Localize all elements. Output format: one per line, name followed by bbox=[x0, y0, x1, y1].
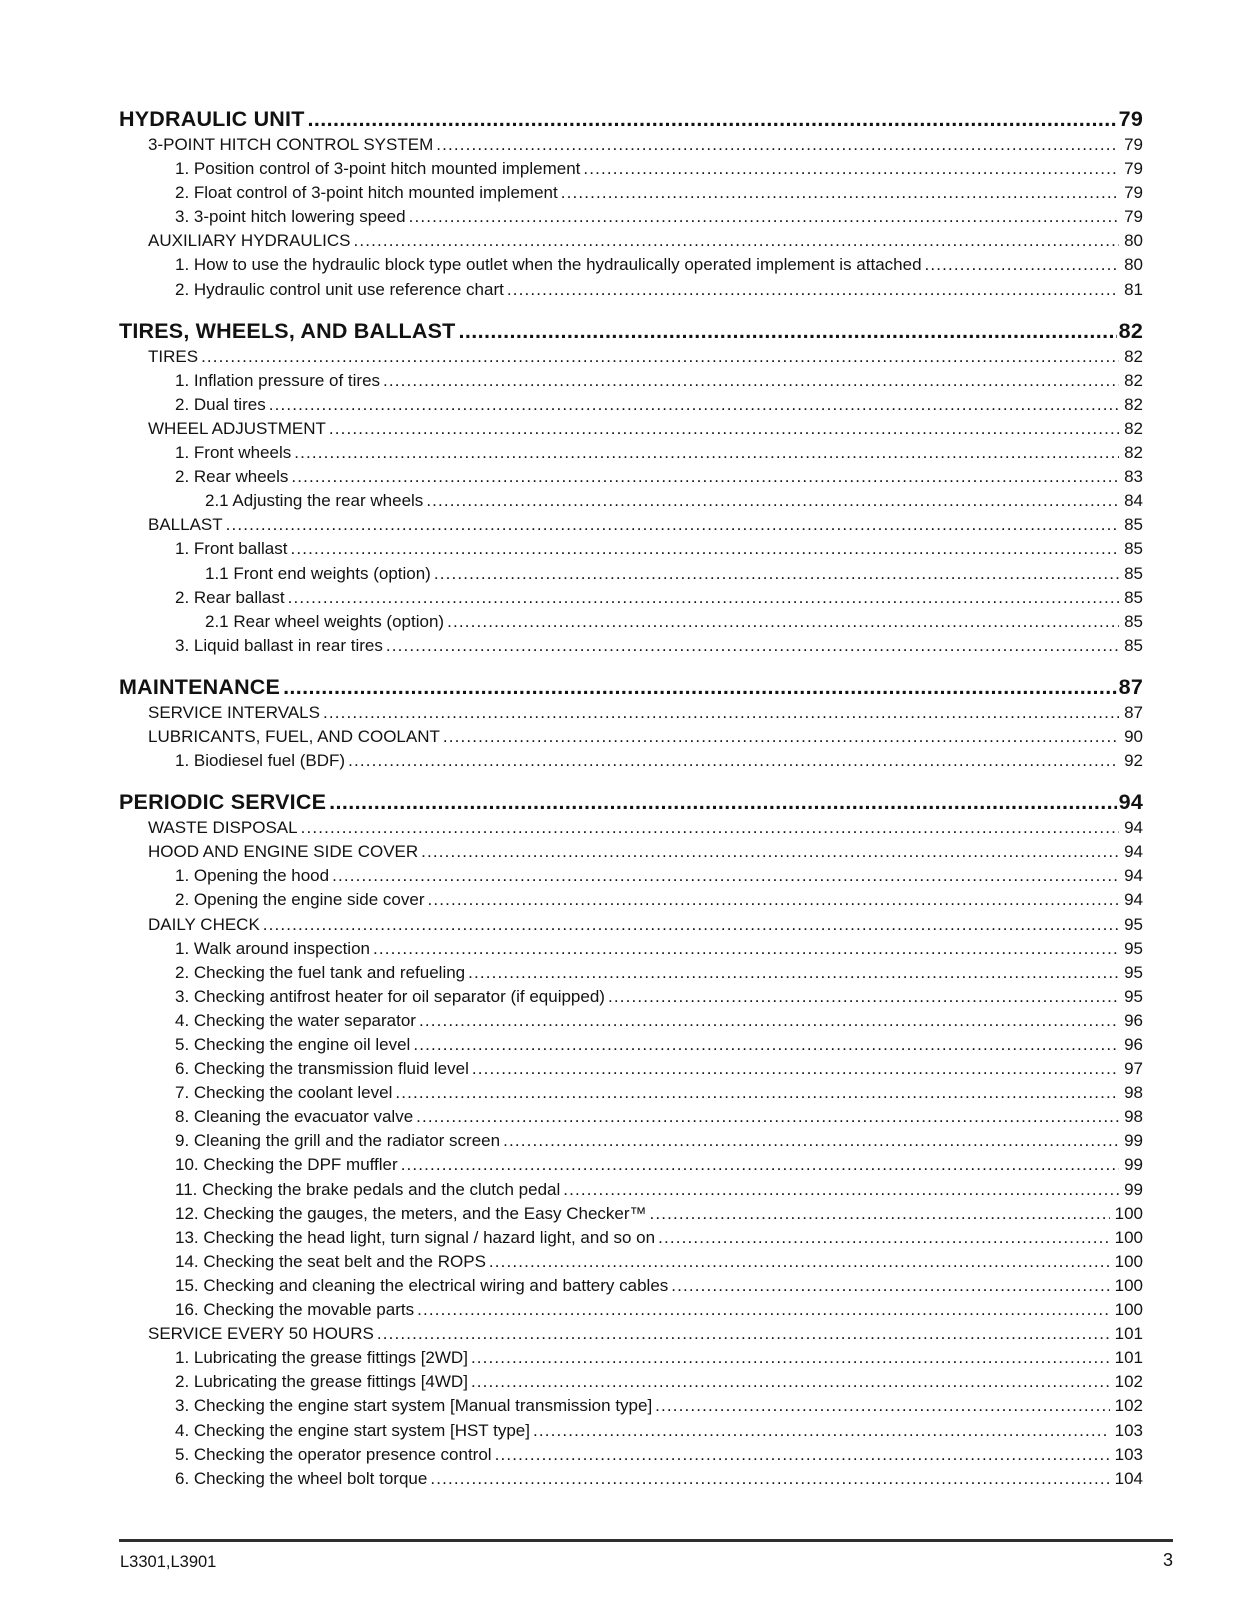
toc-entry-title: HYDRAULIC UNIT bbox=[119, 107, 305, 131]
toc-entry-row bbox=[119, 1081, 1143, 1105]
toc-entry-page-number: 103 bbox=[1114, 1420, 1143, 1440]
toc-entry-title: 2.1 Rear wheel weights (option) bbox=[205, 611, 445, 631]
toc-entry-page-number: 85 bbox=[1124, 563, 1143, 583]
toc-entry-page-number: 100 bbox=[1114, 1227, 1143, 1247]
toc-entry-page-number: 98 bbox=[1124, 1083, 1143, 1103]
toc-entry-row bbox=[119, 345, 1143, 369]
toc-entry-row bbox=[119, 1419, 1143, 1443]
toc-entry-row bbox=[119, 1057, 1143, 1081]
dot-leader bbox=[580, 157, 1119, 181]
dot-leader bbox=[326, 789, 1117, 815]
dot-leader bbox=[291, 441, 1119, 465]
toc-entry-row bbox=[119, 253, 1143, 277]
toc-entry-page-number: 84 bbox=[1124, 491, 1143, 511]
toc-entry-row bbox=[119, 610, 1143, 634]
toc-entry-page-number: 82 bbox=[1124, 346, 1143, 366]
toc-entry-title: MAINTENANCE bbox=[119, 674, 281, 699]
toc-entry-page-number: 87 bbox=[1124, 702, 1143, 722]
toc-entry-row bbox=[119, 1033, 1143, 1057]
dot-leader bbox=[922, 253, 1120, 277]
toc-entry-title: 3. Checking antifrost heater for oil separator (if equipped) bbox=[175, 986, 605, 1006]
toc-entry-row bbox=[119, 133, 1143, 157]
toc-entry-page-number: 81 bbox=[1124, 279, 1143, 299]
toc-entry-title: LUBRICANTS, FUEL, AND COOLANT bbox=[148, 726, 440, 746]
toc-entry-title: 1. Front wheels bbox=[175, 443, 292, 463]
toc-entry-title: 6. Checking the transmission fluid level bbox=[175, 1059, 469, 1079]
toc-entry-row bbox=[119, 1226, 1143, 1250]
dot-leader bbox=[287, 537, 1119, 561]
toc-entry-title: 1. Front ballast bbox=[175, 539, 288, 559]
dot-leader bbox=[370, 937, 1119, 961]
dot-leader bbox=[380, 369, 1119, 393]
toc-entry-title: 10. Checking the DPF muffler bbox=[175, 1155, 398, 1175]
toc-entry-page-number: 82 bbox=[1124, 394, 1143, 414]
toc-entry-page-number: 94 bbox=[1124, 866, 1143, 886]
dot-leader bbox=[444, 610, 1119, 634]
toc-entry-row bbox=[119, 489, 1143, 513]
toc-entry-title: 2. Rear wheels bbox=[175, 467, 289, 487]
dot-leader bbox=[223, 513, 1119, 537]
dot-leader bbox=[320, 701, 1119, 725]
toc-entry-page-number: 94 bbox=[1124, 890, 1143, 910]
toc-entry-title: 4. Checking the water separator bbox=[175, 1010, 416, 1030]
dot-leader bbox=[326, 417, 1119, 441]
toc-section-row bbox=[119, 789, 1143, 815]
toc-entry-title: 3. Liquid ballast in rear tires bbox=[175, 635, 383, 655]
toc-entry-title: 2. Rear ballast bbox=[175, 587, 285, 607]
toc-entry-title: WHEEL ADJUSTMENT bbox=[148, 418, 326, 438]
toc-entry-row bbox=[119, 1202, 1143, 1226]
toc-entry-title: 2. Dual tires bbox=[175, 394, 266, 414]
toc-entry-row bbox=[119, 417, 1143, 441]
toc-entry-row bbox=[119, 181, 1143, 205]
dot-leader bbox=[329, 864, 1119, 888]
toc-entry-page-number: 79 bbox=[1124, 183, 1143, 203]
dot-leader bbox=[433, 133, 1119, 157]
toc-entry-page-number: 82 bbox=[1124, 370, 1143, 390]
toc-section-row bbox=[119, 674, 1143, 700]
toc-entry-title: 12. Checking the gauges, the meters, and the Easy Checker™ bbox=[175, 1203, 647, 1223]
toc-entry-page-number: 79 bbox=[1124, 135, 1143, 154]
dot-leader bbox=[398, 1153, 1119, 1177]
dot-leader bbox=[425, 888, 1120, 912]
toc-entry-row bbox=[119, 586, 1143, 610]
dot-leader bbox=[455, 318, 1116, 344]
toc-entry-page-number: 90 bbox=[1124, 726, 1143, 746]
toc-entry-title: 2. Lubricating the grease fittings [4WD] bbox=[175, 1372, 468, 1392]
toc-entry-title: 2. Checking the fuel tank and refueling bbox=[175, 962, 466, 982]
toc-entry-row bbox=[119, 1250, 1143, 1274]
footer-divider bbox=[119, 1539, 1173, 1542]
dot-leader bbox=[423, 489, 1119, 513]
toc-entry-row bbox=[119, 1129, 1143, 1153]
toc-entry-page-number: 82 bbox=[1124, 418, 1143, 438]
toc-entry-row bbox=[119, 278, 1143, 302]
toc-entry-title: 3. Checking the engine start system [Manual transmission type] bbox=[175, 1396, 653, 1416]
dot-leader bbox=[260, 913, 1119, 937]
toc-entry-title: 2. Hydraulic control unit use reference chart bbox=[175, 279, 504, 299]
dot-leader bbox=[500, 1129, 1119, 1153]
toc-entry-page-number: 95 bbox=[1124, 914, 1143, 934]
dot-leader bbox=[418, 840, 1119, 864]
toc-entry-row bbox=[119, 465, 1143, 489]
toc-entry-page-number: 97 bbox=[1124, 1059, 1143, 1079]
toc-entry-row bbox=[119, 1274, 1143, 1298]
toc-entry-row bbox=[119, 840, 1143, 864]
toc-entry-page-number: 79 bbox=[1124, 159, 1143, 179]
toc-entry-title: DAILY CHECK bbox=[148, 914, 260, 934]
toc-entry-page-number: 85 bbox=[1124, 587, 1143, 607]
toc-entry-row bbox=[119, 1009, 1143, 1033]
dot-leader bbox=[647, 1202, 1110, 1226]
toc-entry-page-number: 102 bbox=[1114, 1396, 1143, 1416]
toc-entry-page-number: 101 bbox=[1114, 1324, 1143, 1344]
toc-entry-title: 7. Checking the coolant level bbox=[175, 1083, 393, 1103]
dot-leader bbox=[605, 985, 1119, 1009]
toc-entry-title: 2.1 Adjusting the rear wheels bbox=[205, 491, 424, 511]
toc-entry-row bbox=[119, 369, 1143, 393]
toc-entry-title: 9. Cleaning the grill and the radiator screen bbox=[175, 1131, 501, 1151]
dot-leader bbox=[468, 1346, 1110, 1370]
toc-entry-row bbox=[119, 1467, 1143, 1491]
toc-entry-page-number: 101 bbox=[1114, 1348, 1143, 1368]
dot-leader bbox=[440, 725, 1119, 749]
toc-entry-row bbox=[119, 634, 1143, 658]
toc-entry-page-number: 104 bbox=[1114, 1468, 1143, 1488]
toc-entry-title: 1. How to use the hydraulic block type outlet when the hydraulically operated implement is attached bbox=[175, 255, 922, 275]
dot-leader bbox=[504, 278, 1119, 302]
dot-leader bbox=[305, 106, 1117, 132]
toc-entry-title: WASTE DISPOSAL bbox=[148, 818, 298, 838]
toc-entry-page-number: 92 bbox=[1124, 751, 1143, 771]
toc-entry-title: 15. Checking and cleaning the electrical wiring and battery cables bbox=[175, 1275, 669, 1295]
dot-leader bbox=[198, 345, 1119, 369]
toc-entry-row bbox=[119, 157, 1143, 181]
toc-entry-page-number: 95 bbox=[1124, 962, 1143, 982]
toc-entry-page-number: 99 bbox=[1124, 1155, 1143, 1175]
dot-leader bbox=[410, 1033, 1119, 1057]
toc-entry-row bbox=[119, 864, 1143, 888]
toc-entry-title: 8. Cleaning the evacuator valve bbox=[175, 1107, 414, 1127]
dot-leader bbox=[652, 1394, 1109, 1418]
toc-entry-row bbox=[119, 1370, 1143, 1394]
dot-leader bbox=[465, 961, 1119, 985]
toc-entry-title: 2. Float control of 3-point hitch mounted implement bbox=[175, 183, 558, 203]
toc-entry-row bbox=[119, 701, 1143, 725]
toc-entry-title: 1. Inflation pressure of tires bbox=[175, 370, 381, 390]
footer-model-text: L3301,L3901 bbox=[120, 1553, 217, 1571]
toc-entry-row bbox=[119, 913, 1143, 937]
toc-entry-row bbox=[119, 205, 1143, 229]
toc-entry-page-number: 98 bbox=[1124, 1107, 1143, 1127]
toc-entry-title: 13. Checking the head light, turn signal / hazard light, and so on bbox=[175, 1227, 656, 1247]
toc-entry-row bbox=[119, 229, 1143, 253]
toc-entry-page-number: 95 bbox=[1124, 938, 1143, 958]
dot-leader bbox=[280, 674, 1117, 700]
toc-entry-title: 3. 3-point hitch lowering speed bbox=[175, 207, 406, 227]
toc-entry-title: AUXILIARY HYDRAULICS bbox=[148, 231, 351, 251]
dot-leader bbox=[285, 586, 1119, 610]
dot-leader bbox=[486, 1250, 1110, 1274]
toc-entry-row bbox=[119, 1346, 1143, 1370]
toc-entry-title: 4. Checking the engine start system [HST type] bbox=[175, 1420, 530, 1440]
toc-entry-row bbox=[119, 1298, 1143, 1322]
toc bbox=[119, 106, 1143, 1491]
dot-leader bbox=[351, 229, 1120, 253]
toc-entry-title: 1. Biodiesel fuel (BDF) bbox=[175, 751, 346, 771]
toc-entry-page-number: 96 bbox=[1124, 1035, 1143, 1054]
toc-entry-page-number: 79 bbox=[1118, 107, 1143, 131]
toc-entry-page-number: 83 bbox=[1124, 467, 1143, 487]
toc-entry-page-number: 103 bbox=[1114, 1444, 1143, 1464]
toc-entry-title: 11. Checking the brake pedals and the clutch pedal bbox=[175, 1179, 561, 1199]
dot-leader bbox=[431, 562, 1119, 586]
dot-leader bbox=[468, 1370, 1110, 1394]
toc-entry-page-number: 80 bbox=[1124, 255, 1143, 275]
dot-leader bbox=[668, 1274, 1109, 1298]
toc-entry-row bbox=[119, 937, 1143, 961]
toc-entry-page-number: 80 bbox=[1124, 231, 1143, 251]
toc-section-row bbox=[119, 106, 1143, 132]
toc-entry-title: 1. Walk around inspection bbox=[175, 938, 370, 958]
toc-entry-row bbox=[119, 1105, 1143, 1129]
toc-entry-page-number: 82 bbox=[1124, 443, 1143, 463]
toc-entry-page-number: 94 bbox=[1124, 818, 1143, 838]
footer-page-number: 3 bbox=[1162, 1550, 1173, 1570]
dot-leader bbox=[298, 816, 1120, 840]
toc-entry-title: SERVICE EVERY 50 HOURS bbox=[148, 1324, 374, 1344]
toc-entry-page-number: 99 bbox=[1124, 1131, 1143, 1151]
toc-entry-title: 1. Opening the hood bbox=[175, 866, 330, 886]
dot-leader bbox=[655, 1226, 1110, 1250]
toc-entry-title: 1.1 Front end weights (option) bbox=[205, 563, 431, 583]
toc-entry-page-number: 82 bbox=[1118, 318, 1143, 343]
toc-entry-page-number: 85 bbox=[1124, 635, 1143, 655]
toc-entry-page-number: 100 bbox=[1114, 1300, 1143, 1320]
toc-entry-title: 5. Checking the operator presence control bbox=[175, 1444, 492, 1464]
dot-leader bbox=[558, 181, 1119, 205]
dot-leader bbox=[406, 205, 1119, 229]
toc-entry-title: SERVICE INTERVALS bbox=[148, 702, 320, 722]
toc-entry-page-number: 85 bbox=[1124, 515, 1143, 535]
toc-entry-page-number: 96 bbox=[1124, 1010, 1143, 1030]
toc-entry-page-number: 79 bbox=[1124, 207, 1143, 227]
toc-entry-row bbox=[119, 961, 1143, 985]
dot-leader bbox=[414, 1298, 1110, 1322]
toc-entry-row bbox=[119, 393, 1143, 417]
toc-entry-title: 6. Checking the wheel bolt torque bbox=[175, 1468, 428, 1488]
toc-entry-row bbox=[119, 1443, 1143, 1467]
dot-leader bbox=[345, 749, 1119, 773]
dot-leader bbox=[427, 1467, 1109, 1491]
toc-entry-title: TIRES bbox=[148, 346, 199, 366]
toc-entry-row bbox=[119, 749, 1143, 773]
toc-entry-title: TIRES, WHEELS, AND BALLAST bbox=[119, 318, 456, 343]
toc-entry-title: 14. Checking the seat belt and the ROPS bbox=[175, 1251, 486, 1271]
toc-entry-row bbox=[119, 985, 1143, 1009]
dot-leader bbox=[383, 634, 1119, 658]
toc-entry-page-number: 102 bbox=[1114, 1372, 1143, 1392]
toc-entry-page-number: 100 bbox=[1114, 1251, 1143, 1271]
toc-entry-page-number: 100 bbox=[1114, 1203, 1143, 1223]
dot-leader bbox=[560, 1178, 1119, 1202]
toc-entry-row bbox=[119, 537, 1143, 561]
dot-leader bbox=[530, 1419, 1110, 1443]
toc-entry-title: HOOD AND ENGINE SIDE COVER bbox=[148, 842, 419, 862]
toc-entry-page-number: 94 bbox=[1118, 790, 1143, 815]
toc-entry-row bbox=[119, 1178, 1143, 1202]
toc-entry-row bbox=[119, 725, 1143, 749]
toc-entry-title: 1. Position control of 3-point hitch mounted implement bbox=[175, 159, 581, 179]
toc-entry-title: BALLAST bbox=[148, 515, 223, 535]
toc-entry-title: 2. Opening the engine side cover bbox=[175, 890, 425, 910]
toc-entry-row bbox=[119, 513, 1143, 537]
toc-entry-page-number: 100 bbox=[1114, 1275, 1143, 1295]
toc-entry-row bbox=[119, 1394, 1143, 1418]
dot-leader bbox=[413, 1105, 1119, 1129]
toc-section-row bbox=[119, 318, 1143, 344]
toc-entry-row bbox=[119, 1322, 1143, 1346]
toc-entry-page-number: 87 bbox=[1118, 674, 1143, 699]
toc-entry-page-number: 99 bbox=[1124, 1179, 1143, 1199]
toc-entry-title: PERIODIC SERVICE bbox=[119, 790, 327, 815]
toc-entry-row bbox=[119, 441, 1143, 465]
dot-leader bbox=[469, 1057, 1119, 1081]
toc-entry-page-number: 85 bbox=[1124, 539, 1143, 559]
dot-leader bbox=[416, 1009, 1119, 1033]
toc-entry-row bbox=[119, 888, 1143, 912]
toc-entry-title: 3-POINT HITCH CONTROL SYSTEM bbox=[148, 135, 434, 154]
dot-leader bbox=[374, 1322, 1110, 1346]
toc-entry-title: 1. Lubricating the grease fittings [2WD] bbox=[175, 1348, 468, 1368]
toc-entry-row bbox=[119, 562, 1143, 586]
toc-entry-title: 16. Checking the movable parts bbox=[175, 1300, 415, 1320]
dot-leader bbox=[492, 1443, 1110, 1467]
dot-leader bbox=[288, 465, 1119, 489]
dot-leader bbox=[266, 393, 1119, 417]
toc-entry-page-number: 95 bbox=[1124, 986, 1143, 1006]
toc-entry-row bbox=[119, 816, 1143, 840]
toc-entry-row bbox=[119, 1153, 1143, 1177]
toc-entry-page-number: 94 bbox=[1124, 842, 1143, 862]
dot-leader bbox=[392, 1081, 1119, 1105]
toc-entry-page-number: 85 bbox=[1124, 611, 1143, 631]
toc-entry-title: 5. Checking the engine oil level bbox=[175, 1035, 411, 1054]
